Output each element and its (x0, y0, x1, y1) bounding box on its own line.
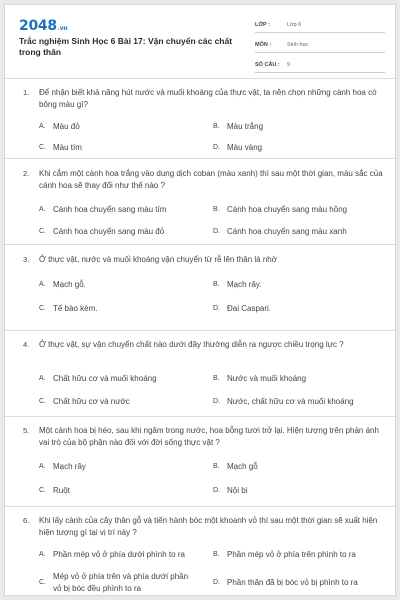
meta-key-class: LỚP : (255, 21, 270, 28)
option-letter: D. (213, 398, 220, 405)
question-item (5, 245, 396, 331)
meta-value-question-count: 9 (287, 61, 291, 68)
question-item (5, 79, 396, 159)
option-letter: B. (213, 463, 220, 470)
option-letter: C. (39, 398, 46, 405)
question-text: Để nhận biết khả năng hút nước và muối khoáng của thực vật, ta nên chọn những cành hoa có bông màu gì? (39, 88, 377, 109)
question-number: 4. (23, 340, 30, 349)
question-text: Ở thực vật, sự vận chuyển chất nào dưới đây thường diễn ra ngược chiều trọng lực ? (39, 340, 344, 349)
option-letter: B. (213, 123, 220, 130)
worksheet-meta (255, 17, 385, 77)
question-text: Một cành hoa bị héo, sau khi ngâm trong nước, hoa bỗng tươi trở lại. Hiện tượng trên phản ánh vai trò của bộ phận nào đối với đời sống thực vật ? (39, 426, 379, 447)
option-letter: C. (39, 144, 46, 151)
question-list (5, 79, 396, 596)
option-text: Phần thân đã bị bóc vỏ bị phình to ra (227, 578, 358, 587)
option-letter: B. (213, 281, 220, 288)
answer-option[interactable] (213, 204, 377, 216)
meta-row-class (255, 17, 385, 33)
option-text: Mạch gỗ (227, 462, 258, 471)
answer-option[interactable] (213, 461, 377, 473)
answer-option[interactable] (213, 121, 377, 133)
logo-main: 2048 (19, 18, 57, 34)
option-letter: C. (39, 487, 46, 494)
worksheet-title: Trắc nghiệm Sinh Học 6 Bài 17: Vận chuyển các chất trong thân (19, 36, 233, 57)
question-text: Khi cắm một cành hoa trắng vào dung dịch coban (màu xanh) thì sau một thời gian, màu sắc của cánh hoa sẽ thay đổi như thế nào ? (39, 169, 383, 190)
meta-value-class: Lớp 6 (287, 21, 302, 28)
answer-option[interactable] (213, 549, 396, 561)
question-item (5, 507, 396, 596)
option-text: Mạch rây. (227, 280, 262, 289)
option-text: Nội bì (227, 486, 248, 495)
question-text: Khi lấy cành của cây thân gỗ và tiến hành bóc một khoanh vỏ thì sau một thời gian sẽ xuất hiện hiện tượng gì tại vị trí này ? (39, 516, 378, 537)
option-letter: A. (39, 206, 46, 213)
question-item (5, 159, 396, 245)
option-letter: A. (39, 463, 46, 470)
answer-option[interactable] (213, 485, 377, 497)
answer-option[interactable] (39, 121, 203, 133)
meta-key-question-count: SỐ CÂU : (255, 61, 280, 68)
option-letter: D. (213, 487, 220, 494)
option-text: Màu đỏ (53, 122, 80, 131)
option-letter: A. (39, 375, 46, 382)
worksheet-header (5, 5, 396, 79)
option-text: Nước, chất hữu cơ và muối khoáng (227, 397, 354, 406)
option-text: Đai Caspari. (227, 304, 272, 313)
option-text: Cánh hoa chuyển sang màu đỏ (53, 227, 165, 236)
question-number: 6. (23, 516, 30, 525)
option-text: Cánh hoa chuyển sang màu xanh (227, 227, 347, 236)
brand-logo[interactable] (19, 18, 67, 34)
option-letter: D. (213, 579, 220, 586)
answer-option[interactable] (213, 373, 377, 385)
option-text: Phần mép vỏ ở phía dưới phình to ra (53, 550, 185, 559)
answer-option[interactable] (39, 485, 203, 497)
option-letter: C. (39, 305, 46, 312)
option-letter: D. (213, 144, 220, 151)
question-number: 5. (23, 426, 30, 435)
meta-row-question-count (255, 57, 385, 73)
answer-option[interactable] (213, 279, 377, 291)
logo-suffix: .vn (57, 25, 68, 32)
option-letter: D. (213, 228, 220, 235)
option-letter: C. (39, 228, 46, 235)
answer-option[interactable] (213, 396, 396, 408)
option-letter: A. (39, 551, 46, 558)
option-text: Cánh hoa chuyển sang màu tím (53, 205, 167, 214)
meta-row-subject (255, 37, 385, 53)
option-letter: B. (213, 206, 220, 213)
answer-option[interactable] (39, 571, 193, 595)
answer-option[interactable] (39, 142, 203, 154)
question-item (5, 417, 396, 507)
meta-value-subject: Sinh học (287, 41, 309, 48)
question-number: 3. (23, 255, 30, 264)
answer-option[interactable] (39, 461, 203, 473)
option-text: Mạch gỗ. (53, 280, 86, 289)
option-letter: D. (213, 305, 220, 312)
answer-option[interactable] (39, 279, 203, 291)
answer-option[interactable] (39, 204, 203, 216)
option-text: Chất hữu cơ và muối khoáng (53, 374, 157, 383)
worksheet-page (4, 4, 396, 596)
option-text: Màu tím (53, 143, 82, 152)
answer-option[interactable] (213, 142, 377, 154)
option-text: Phần mép vỏ ở phía trên phình to ra (227, 550, 356, 559)
option-letter: C. (39, 579, 46, 586)
answer-option[interactable] (213, 226, 377, 238)
answer-option[interactable] (39, 396, 203, 408)
answer-option[interactable] (39, 549, 215, 561)
answer-option[interactable] (39, 373, 203, 385)
answer-option[interactable] (39, 226, 203, 238)
answer-option[interactable] (213, 303, 377, 315)
option-letter: B. (213, 375, 220, 382)
option-text: Mép vỏ ở phía trên và phía dưới phần vỏ bị bóc đều phình to ra (53, 572, 189, 593)
question-number: 2. (23, 169, 30, 178)
option-text: Mạch rây (53, 462, 86, 471)
answer-option[interactable] (39, 303, 203, 315)
option-text: Màu vàng (227, 143, 263, 152)
question-text: Ở thực vật, nước và muối khoáng vận chuyển từ rễ lên thân là nhờ (39, 255, 277, 264)
question-number: 1. (23, 88, 30, 97)
meta-key-subject: MÔN : (255, 41, 272, 48)
option-text: Tế bào kèm. (53, 304, 98, 313)
option-text: Màu trắng (227, 122, 264, 131)
option-text: Cánh hoa chuyển sang màu hồng (227, 205, 348, 214)
option-letter: B. (213, 551, 220, 558)
option-text: Ruột (53, 486, 70, 495)
question-item (5, 331, 396, 417)
option-letter: A. (39, 123, 46, 130)
option-text: Chất hữu cơ và nước (53, 397, 130, 406)
answer-option[interactable] (213, 577, 396, 589)
option-text: Nước và muối khoáng (227, 374, 307, 383)
option-letter: A. (39, 281, 46, 288)
